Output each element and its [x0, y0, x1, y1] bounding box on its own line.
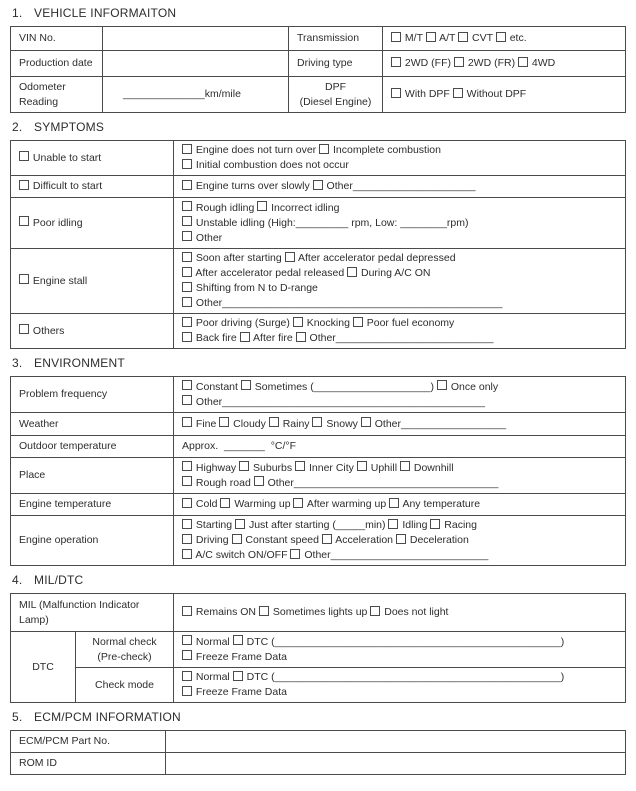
checkbox[interactable]	[182, 498, 192, 508]
section-title: ECM/PCM INFORMATION	[34, 710, 181, 724]
text-line: Starting Just after starting (_____min) Idling Racing	[182, 518, 619, 533]
mil-dtc-table	[10, 593, 626, 703]
odometer-reading-label	[11, 77, 103, 113]
section-heading	[12, 711, 625, 724]
checkbox[interactable]	[496, 32, 506, 42]
checkbox[interactable]	[430, 519, 440, 529]
dtc-label	[11, 632, 76, 703]
table-row	[11, 668, 626, 703]
text-line: Shifting from N to D-range	[182, 281, 619, 296]
checkbox[interactable]	[182, 159, 192, 169]
text-line: Freeze Frame Data	[182, 685, 619, 700]
text-line: Soon after starting After accelerator pedal depressed	[182, 251, 619, 266]
normal-check-label	[76, 632, 174, 668]
normal-check-options	[174, 632, 626, 668]
transmission-label	[289, 27, 383, 51]
text-line: ROM ID	[19, 757, 57, 769]
checkbox[interactable]	[293, 498, 303, 508]
checkbox[interactable]	[182, 216, 192, 226]
section-environment	[10, 357, 625, 566]
checkbox[interactable]	[293, 317, 303, 327]
text-line: Rough road Other___________________________________	[182, 476, 619, 491]
text-line: Freeze Frame Data	[182, 650, 619, 665]
others-label	[11, 314, 174, 349]
text-line: Normal DTC (_________________________________________________)	[182, 635, 619, 650]
table-row	[11, 51, 626, 77]
mil-label	[11, 594, 174, 632]
section-number: 2.	[12, 120, 23, 134]
checkbox[interactable]	[182, 549, 192, 559]
checkbox[interactable]	[19, 216, 29, 226]
text-line: Other________________________________________________	[182, 296, 619, 311]
checkbox[interactable]	[182, 297, 192, 307]
table-row	[11, 141, 626, 176]
table-row	[11, 249, 626, 314]
checkbox[interactable]	[182, 635, 192, 645]
section-mil-dtc	[10, 574, 625, 703]
text-line: Normal DTC (_________________________________________________)	[182, 670, 619, 685]
checkbox[interactable]	[388, 519, 398, 529]
checkbox[interactable]	[182, 534, 192, 544]
section-number: 1.	[12, 6, 23, 20]
checkbox[interactable]	[269, 417, 279, 427]
checkbox[interactable]	[182, 671, 192, 681]
unable-to-start-label	[11, 141, 174, 176]
checkbox[interactable]	[19, 274, 29, 284]
text-line: Engine does not turn over Incomplete combustion	[182, 143, 619, 158]
engine-operation-label	[11, 516, 174, 566]
checkbox[interactable]	[235, 519, 245, 529]
text-line: Normal check	[92, 635, 157, 648]
section-title: MIL/DTC	[34, 573, 84, 587]
table-row	[11, 494, 626, 516]
checkbox[interactable]	[391, 57, 401, 67]
place-options	[174, 458, 626, 494]
checkbox[interactable]	[182, 180, 192, 190]
text-line: Outdoor temperature	[19, 440, 117, 452]
checkbox[interactable]	[182, 686, 192, 696]
checkbox[interactable]	[182, 317, 192, 327]
text-line: After accelerator pedal released During A/C ON	[182, 266, 619, 281]
table-row	[11, 594, 626, 632]
table-row	[11, 753, 626, 775]
checkbox[interactable]	[182, 380, 192, 390]
checkbox[interactable]	[220, 498, 230, 508]
text-line: Place	[19, 469, 46, 481]
checkbox[interactable]	[458, 32, 468, 42]
text-line: 2WD (FF) 2WD (FR) 4WD	[391, 56, 619, 71]
text-line: M/T A/T CVT etc.	[391, 31, 619, 46]
checkbox[interactable]	[361, 417, 371, 427]
table-row	[11, 198, 626, 249]
section-symptoms	[10, 121, 625, 349]
checkbox[interactable]	[182, 650, 192, 660]
poor-idling-options	[174, 198, 626, 249]
checkbox[interactable]	[518, 57, 528, 67]
text-line: Initial combustion does not occur	[182, 158, 619, 173]
section-title: ENVIRONMENT	[34, 356, 125, 370]
text-line: Engine operation	[19, 534, 99, 546]
checkbox[interactable]	[182, 282, 192, 292]
text-line: Rough idling Incorrect idling	[182, 201, 619, 216]
text-line: Unable to start	[19, 151, 167, 166]
checkbox[interactable]	[370, 606, 380, 616]
checkbox[interactable]	[254, 476, 264, 486]
checkbox[interactable]	[19, 151, 29, 161]
text-line: Odometer Reading	[19, 80, 69, 108]
weather-options	[174, 413, 626, 436]
section-heading	[12, 121, 625, 134]
checkbox[interactable]	[400, 461, 410, 471]
checkbox[interactable]	[322, 534, 332, 544]
checkbox[interactable]	[319, 144, 329, 154]
checkbox[interactable]	[182, 417, 192, 427]
checkbox[interactable]	[182, 332, 192, 342]
checkbox[interactable]	[182, 476, 192, 486]
checkbox[interactable]	[219, 417, 229, 427]
ecm-pcm-information-table	[10, 730, 626, 775]
checkbox[interactable]	[396, 534, 406, 544]
checkbox[interactable]	[437, 380, 447, 390]
checkbox[interactable]	[454, 57, 464, 67]
checkbox[interactable]	[19, 324, 29, 334]
engine-temperature-label	[11, 494, 174, 516]
text-line: Engine stall	[19, 274, 167, 289]
text-line: Highway Suburbs Inner City Uphill Downhill	[182, 461, 619, 476]
symptoms-table	[10, 140, 626, 349]
text-line: Problem frequency	[19, 388, 108, 400]
engine-stall-options	[174, 249, 626, 314]
checkbox[interactable]	[312, 417, 322, 427]
outdoor-temperature-label	[11, 436, 174, 458]
dpf-options	[383, 77, 626, 113]
checkbox[interactable]	[182, 267, 192, 277]
check-mode-options	[174, 668, 626, 703]
text-line: Production date	[19, 57, 93, 69]
checkbox[interactable]	[296, 332, 306, 342]
text-line: Driving Constant speed Acceleration Deceleration	[182, 533, 619, 548]
checkbox[interactable]	[259, 606, 269, 616]
checkbox[interactable]	[240, 332, 250, 342]
others-options	[174, 314, 626, 349]
checkbox[interactable]	[239, 461, 249, 471]
checkbox[interactable]	[357, 461, 367, 471]
checkbox[interactable]	[182, 461, 192, 471]
checkbox[interactable]	[182, 144, 192, 154]
checkbox[interactable]	[295, 461, 305, 471]
table-row	[11, 516, 626, 566]
checkbox[interactable]	[233, 671, 243, 681]
text-line: Cold Warming up After warming up Any temperature	[182, 497, 619, 512]
section-number: 3.	[12, 356, 23, 370]
text-line: Constant Sometimes (____________________) Once only	[182, 380, 619, 395]
checkbox[interactable]	[290, 549, 300, 559]
table-row	[11, 314, 626, 349]
text-line: (Pre-check)	[97, 650, 152, 663]
checkbox[interactable]	[353, 317, 363, 327]
section-vehicle-information	[10, 7, 625, 113]
vin-no-value[interactable]	[103, 27, 289, 51]
text-line: Fine Cloudy Rainy Snowy Other__________________	[182, 417, 619, 432]
weather-label	[11, 413, 174, 436]
engine-stall-label	[11, 249, 174, 314]
section-ecm-pcm-information	[10, 711, 625, 775]
difficult-to-start-options	[174, 176, 626, 198]
table-row	[11, 458, 626, 494]
table-row	[11, 731, 626, 753]
checkbox[interactable]	[233, 635, 243, 645]
driving-type-options	[383, 51, 626, 77]
text-line: Check mode	[95, 678, 154, 691]
table-row	[11, 77, 626, 113]
table-row	[11, 436, 626, 458]
checkbox[interactable]	[313, 180, 323, 190]
mil-options	[174, 594, 626, 632]
text-line: (Diesel Engine)	[299, 95, 372, 108]
text-line: Driving type	[297, 57, 353, 69]
unable-to-start-options	[174, 141, 626, 176]
text-line: A/C switch ON/OFF Other___________________________	[182, 548, 619, 563]
poor-idling-label	[11, 198, 174, 249]
checkbox[interactable]	[182, 395, 192, 405]
text-line: Back fire After fire Other___________________________	[182, 331, 619, 346]
form-root	[10, 7, 625, 775]
section-number: 4.	[12, 573, 23, 587]
checkbox[interactable]	[182, 252, 192, 262]
table-row	[11, 27, 626, 51]
text-line: Remains ON Sometimes lights up Does not light	[182, 605, 619, 620]
ecm-pcm-part-no-label	[11, 731, 166, 753]
section-heading	[12, 7, 625, 20]
checkbox[interactable]	[257, 201, 267, 211]
section-number: 5.	[12, 710, 23, 724]
text-line: Weather	[19, 417, 59, 430]
driving-type-label	[289, 51, 383, 77]
text-line: Poor idling	[19, 216, 167, 231]
environment-table	[10, 376, 626, 566]
section-heading	[12, 357, 625, 370]
rom-id-label	[11, 753, 166, 775]
text-line: Other	[182, 231, 619, 246]
text-line: ECM/PCM Part No.	[19, 735, 111, 747]
checkbox[interactable]	[232, 534, 242, 544]
outdoor-temperature-value[interactable]	[174, 436, 626, 458]
text-line: DTC	[32, 660, 54, 673]
rom-id-value[interactable]	[166, 753, 626, 775]
section-title: VEHICLE INFORMAITON	[34, 6, 177, 20]
text-line: VIN No.	[19, 32, 56, 44]
checkbox[interactable]	[453, 88, 463, 98]
checkbox[interactable]	[19, 180, 29, 190]
check-mode-label	[76, 668, 174, 703]
text-line: Transmission	[297, 32, 360, 44]
checkbox[interactable]	[347, 267, 357, 277]
checkbox[interactable]	[285, 252, 295, 262]
difficult-to-start-label	[11, 176, 174, 198]
dpf-label	[289, 77, 383, 113]
engine-temperature-options	[174, 494, 626, 516]
problem-frequency-label	[11, 377, 174, 413]
production-date-value[interactable]	[103, 51, 289, 77]
section-heading	[12, 574, 625, 587]
transmission-options	[383, 27, 626, 51]
ecm-pcm-part-no-value[interactable]	[166, 731, 626, 753]
table-row	[11, 413, 626, 436]
checkbox[interactable]	[182, 231, 192, 241]
odometer-reading-value[interactable]	[103, 77, 289, 113]
production-date-label	[11, 51, 103, 77]
text-line: Engine temperature	[19, 498, 112, 510]
table-row	[11, 176, 626, 198]
checkbox[interactable]	[182, 519, 192, 529]
table-row	[11, 632, 626, 668]
checkbox[interactable]	[241, 380, 251, 390]
section-title: SYMPTOMS	[34, 120, 105, 134]
text-line: MIL (Malfunction Indicator Lamp)	[19, 598, 143, 626]
checkbox[interactable]	[426, 32, 436, 42]
text-line: Others	[19, 324, 167, 339]
checkbox[interactable]	[389, 498, 399, 508]
text-line: Other_____________________________________________	[182, 395, 619, 410]
checkbox[interactable]	[391, 88, 401, 98]
engine-operation-options	[174, 516, 626, 566]
text-line: ______________km/mile	[123, 88, 241, 100]
text-line: Difficult to start	[19, 179, 167, 194]
text-line: Unstable idling (High:_________ rpm, Low: ________rpm)	[182, 216, 619, 231]
problem-frequency-options	[174, 377, 626, 413]
text-line: DPF	[325, 80, 346, 93]
checkbox[interactable]	[391, 32, 401, 42]
text-line: Approx. _______ °C/°F	[182, 440, 297, 452]
vin-no-label	[11, 27, 103, 51]
checkbox[interactable]	[182, 201, 192, 211]
checkbox[interactable]	[182, 606, 192, 616]
table-row	[11, 377, 626, 413]
text-line: With DPF Without DPF	[391, 87, 619, 102]
text-line: Poor driving (Surge) Knocking Poor fuel economy	[182, 316, 619, 331]
text-line: Engine turns over slowly Other_____________________	[182, 179, 619, 194]
place-label	[11, 458, 174, 494]
vehicle-information-table	[10, 26, 626, 113]
